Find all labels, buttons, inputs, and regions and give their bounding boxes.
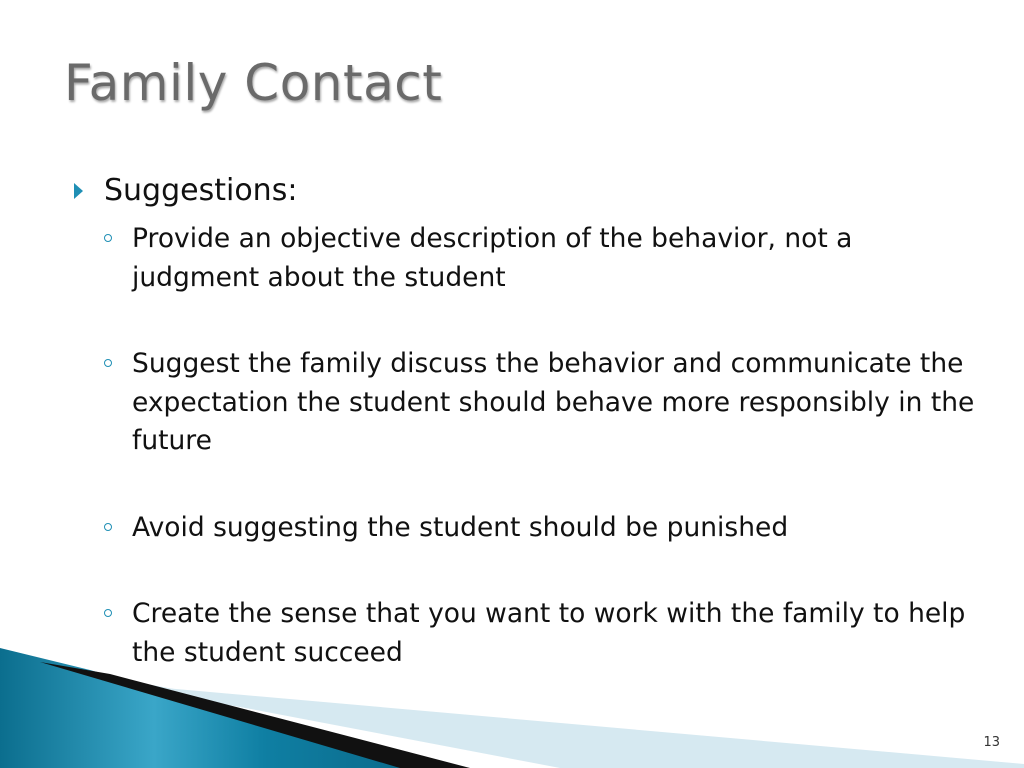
circle-bullet-icon (104, 234, 112, 242)
bullet-suggestions (74, 172, 984, 210)
circle-bullet-icon (104, 609, 112, 617)
sub-bullet-item (102, 220, 984, 297)
circle-bullet-icon (104, 359, 112, 367)
triangle-bullet-icon (74, 183, 83, 199)
sub-bullet-item (102, 345, 984, 461)
wave-decoration (0, 640, 1024, 768)
sub-bullet-list (74, 220, 984, 672)
bullet-text: Suggestions: (104, 173, 298, 208)
sub-bullet-text: Create the sense that you want to work with the family to help the student succeed (132, 598, 966, 668)
sub-bullet-item (102, 509, 984, 548)
page-number: 13 (983, 735, 1000, 750)
sub-bullet-text: Avoid suggesting the student should be punished (132, 511, 789, 543)
sub-bullet-text: Suggest the family discuss the behavior and communicate the expectation the student should behave more responsibly in the future (132, 348, 975, 456)
slide-content (74, 172, 984, 672)
slide-title: Family Contact (64, 54, 443, 112)
circle-bullet-icon (104, 523, 112, 531)
sub-bullet-text: Provide an objective description of the behavior, not a judgment about the student (132, 223, 853, 293)
